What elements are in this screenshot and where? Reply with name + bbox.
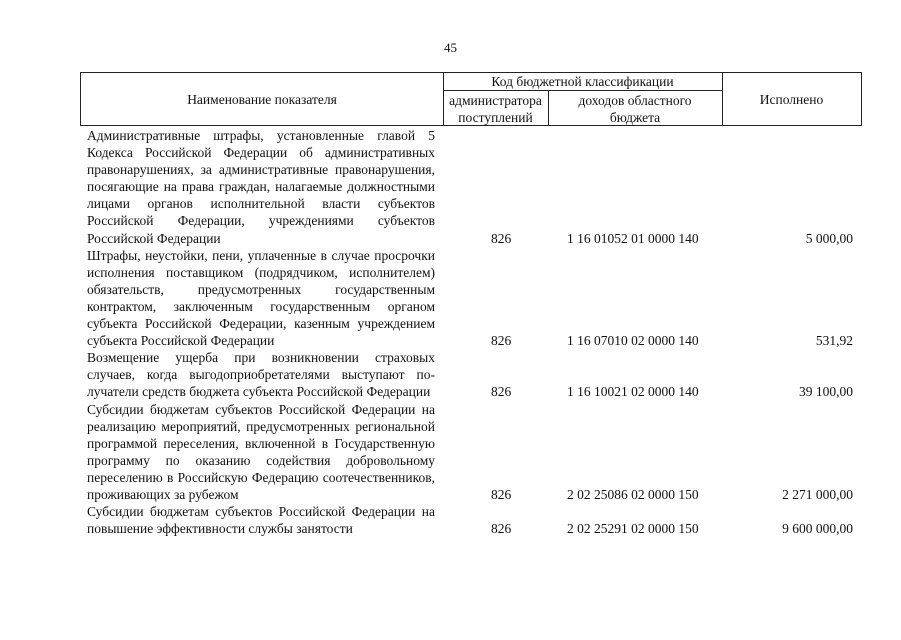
header-income-column <box>548 92 722 126</box>
row-admin-code: 826 <box>491 521 512 537</box>
row-admin-code: 826 <box>491 486 512 502</box>
header-income-line: бюджета <box>609 110 661 125</box>
header-name-column: Наименование показателя <box>187 92 337 107</box>
table-row <box>87 401 862 504</box>
row-amount: 39 100,00 <box>799 384 853 400</box>
row-name: Возмещение ущерба при возникновении страховых случаев, когда выгодоприобретателями выступают получатели средств бюджета субъекта Российской Федерации <box>87 350 435 400</box>
table-row <box>87 247 862 350</box>
row-income-code: 2 02 25291 02 0000 150 <box>567 521 699 537</box>
row-income-code: 1 16 10021 02 0000 140 <box>567 384 699 400</box>
row-name: Субсидии бюджетам субъектов Российской Федерации на повышение эффективности службы занятости <box>87 504 435 537</box>
row-admin-code: 826 <box>491 230 512 246</box>
header-divider <box>443 90 722 91</box>
row-amount: 2 271 000,00 <box>782 486 853 502</box>
header-admin-column <box>443 92 548 126</box>
row-income-code: 1 16 07010 02 0000 140 <box>567 333 699 349</box>
row-name: Субсидии бюджетам субъектов Российской Федерации на реализацию мероприятий, предусмотренных региональной программой переселения, включенной в Государственную программу по оказанию содействия добровольному переселению в Российскую Федерацию соотечественников, проживающих за рубежом <box>87 401 435 502</box>
table-header <box>80 72 862 126</box>
header-executed-column: Исполнено <box>759 92 824 107</box>
table-row <box>87 503 862 537</box>
header-admin-line: администратора <box>449 93 542 108</box>
row-amount: 531,92 <box>815 333 853 349</box>
page-number: 45 <box>444 40 457 55</box>
row-name: Штрафы, неустойки, пени, уплаченные в случае просрочки исполнения поставщиком (подрядчиком, исполнителем) обязательств, предусмотренных государственным контрактом, заключенным государственным органом субъекта Российской Федерации, казенным учреждением субъекта Российской Федерации <box>87 247 435 349</box>
row-amount: 9 600 000,00 <box>782 521 853 537</box>
header-code-group: Код бюджетной классификации <box>491 74 674 89</box>
row-income-code: 2 02 25086 02 0000 150 <box>567 486 699 502</box>
header-admin-line: поступлений <box>458 110 533 125</box>
table-row <box>87 349 862 400</box>
table-body <box>87 127 862 537</box>
row-amount: 5 000,00 <box>805 230 853 246</box>
row-name: Административные штрафы, установленные главой 5 Кодекса Российской Федерации об административных правонарушениях, за административные правонарушения, посягающие на права граждан, налагаемые должностными лицами органов исполнительной власти субъектов Российской Федерации, учреждениями субъектов Российской Федерации <box>87 128 435 246</box>
row-income-code: 1 16 01052 01 0000 140 <box>567 230 699 246</box>
row-admin-code: 826 <box>491 333 512 349</box>
row-admin-code: 826 <box>491 384 512 400</box>
table-row <box>87 127 862 247</box>
header-income-line: доходов областного <box>578 93 692 108</box>
